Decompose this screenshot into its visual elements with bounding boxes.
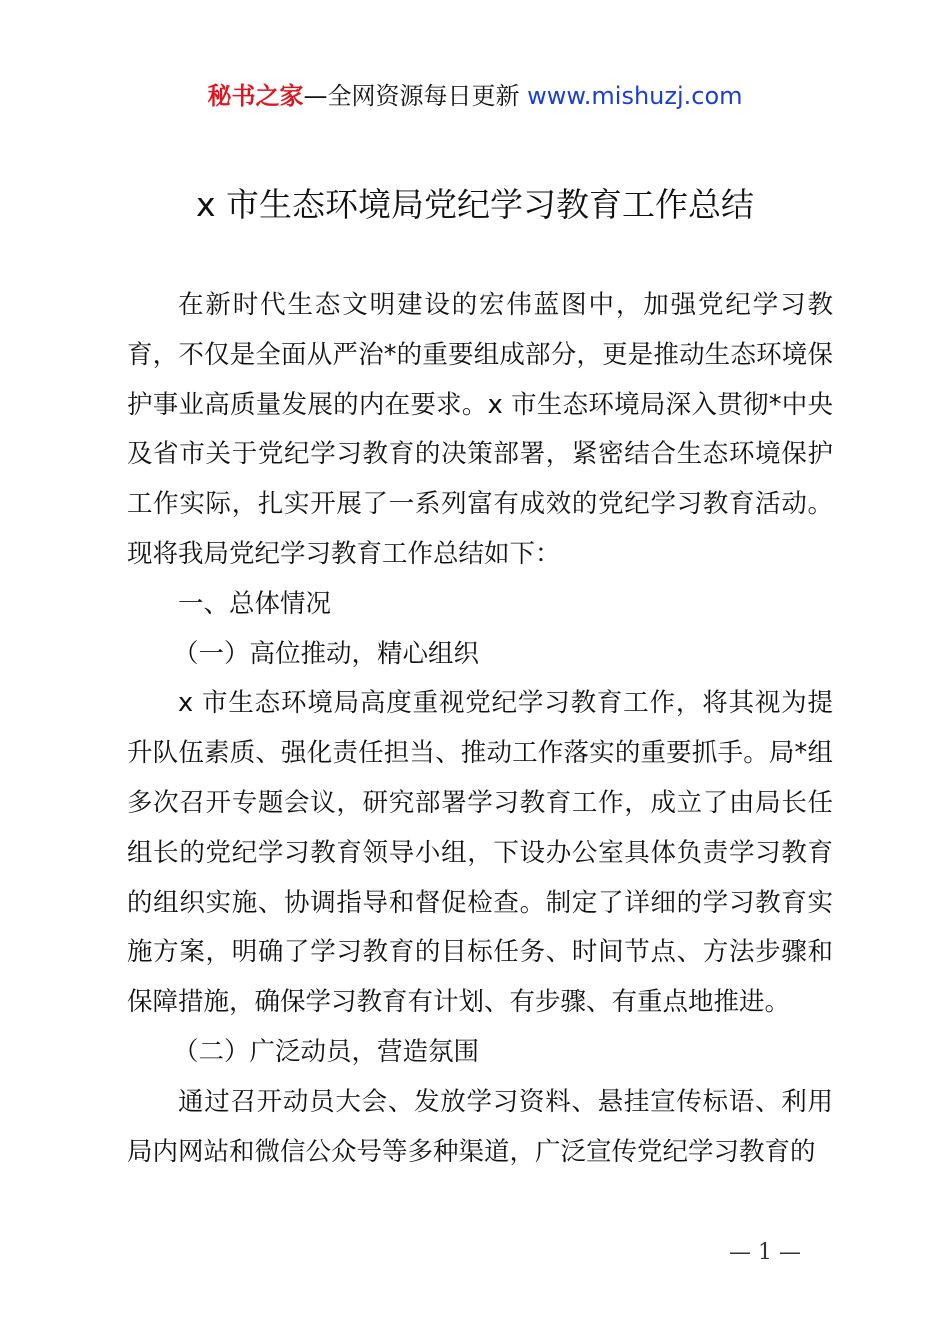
- page-number: — 1 —: [729, 1240, 801, 1265]
- subsection-heading-mobilization: （二）广泛动员，营造氛围: [173, 1036, 480, 1067]
- site-url-link[interactable]: www.mishuzj.com: [527, 82, 743, 110]
- organization-paragraph: x 市生态环境局高度重视党纪学习教育工作，将其视为提升队伍素质、强化责任担当、推动工作落实的重要抓手。局*组多次召开专题会议，研究部署学习教育工作，成立了由局长任组长的党纪学习教育领导小组，下设办公室具体负责学习教育的组织实施、协调指导和督促检查。制定了详细的学习教育实施方案，明确了学习教育的目标任务、时间节点、方法步骤和保障措施，确保学习教育有计划、有步骤、有重点地推进。: [127, 688, 833, 1018]
- site-brand: 秘书之家: [207, 82, 304, 110]
- site-tagline: —全网资源每日更新: [303, 82, 520, 110]
- intro-paragraph: 在新时代生态文明建设的宏伟蓝图中，加强党纪学习教育，不仅是全面从严治*的重要组成部分，更是推动生态环境保护事业高质量发展的内在要求。x 市生态环境局深入贯彻*中央及省市关于党纪学习教育的决策部署，紧密结合生态环境保护工作实际，扎实开展了一系列富有成效的党纪学习教育活动。现将我局党纪学习教育工作总结如下：: [127, 290, 833, 569]
- section-heading-overview: 一、总体情况: [178, 588, 332, 619]
- site-header-banner: [0, 80, 950, 112]
- subsection-heading-organization: （一）高位推动，精心组织: [173, 638, 480, 669]
- mobilization-paragraph: 通过召开动员大会、发放学习资料、悬挂宣传标语、利用局内网站和微信公众号等多种渠道，广泛宣传党纪学习教育的: [127, 1086, 833, 1167]
- document-title: x 市生态环境局党纪学习教育工作总结: [195, 185, 755, 224]
- document-body: [127, 281, 833, 1177]
